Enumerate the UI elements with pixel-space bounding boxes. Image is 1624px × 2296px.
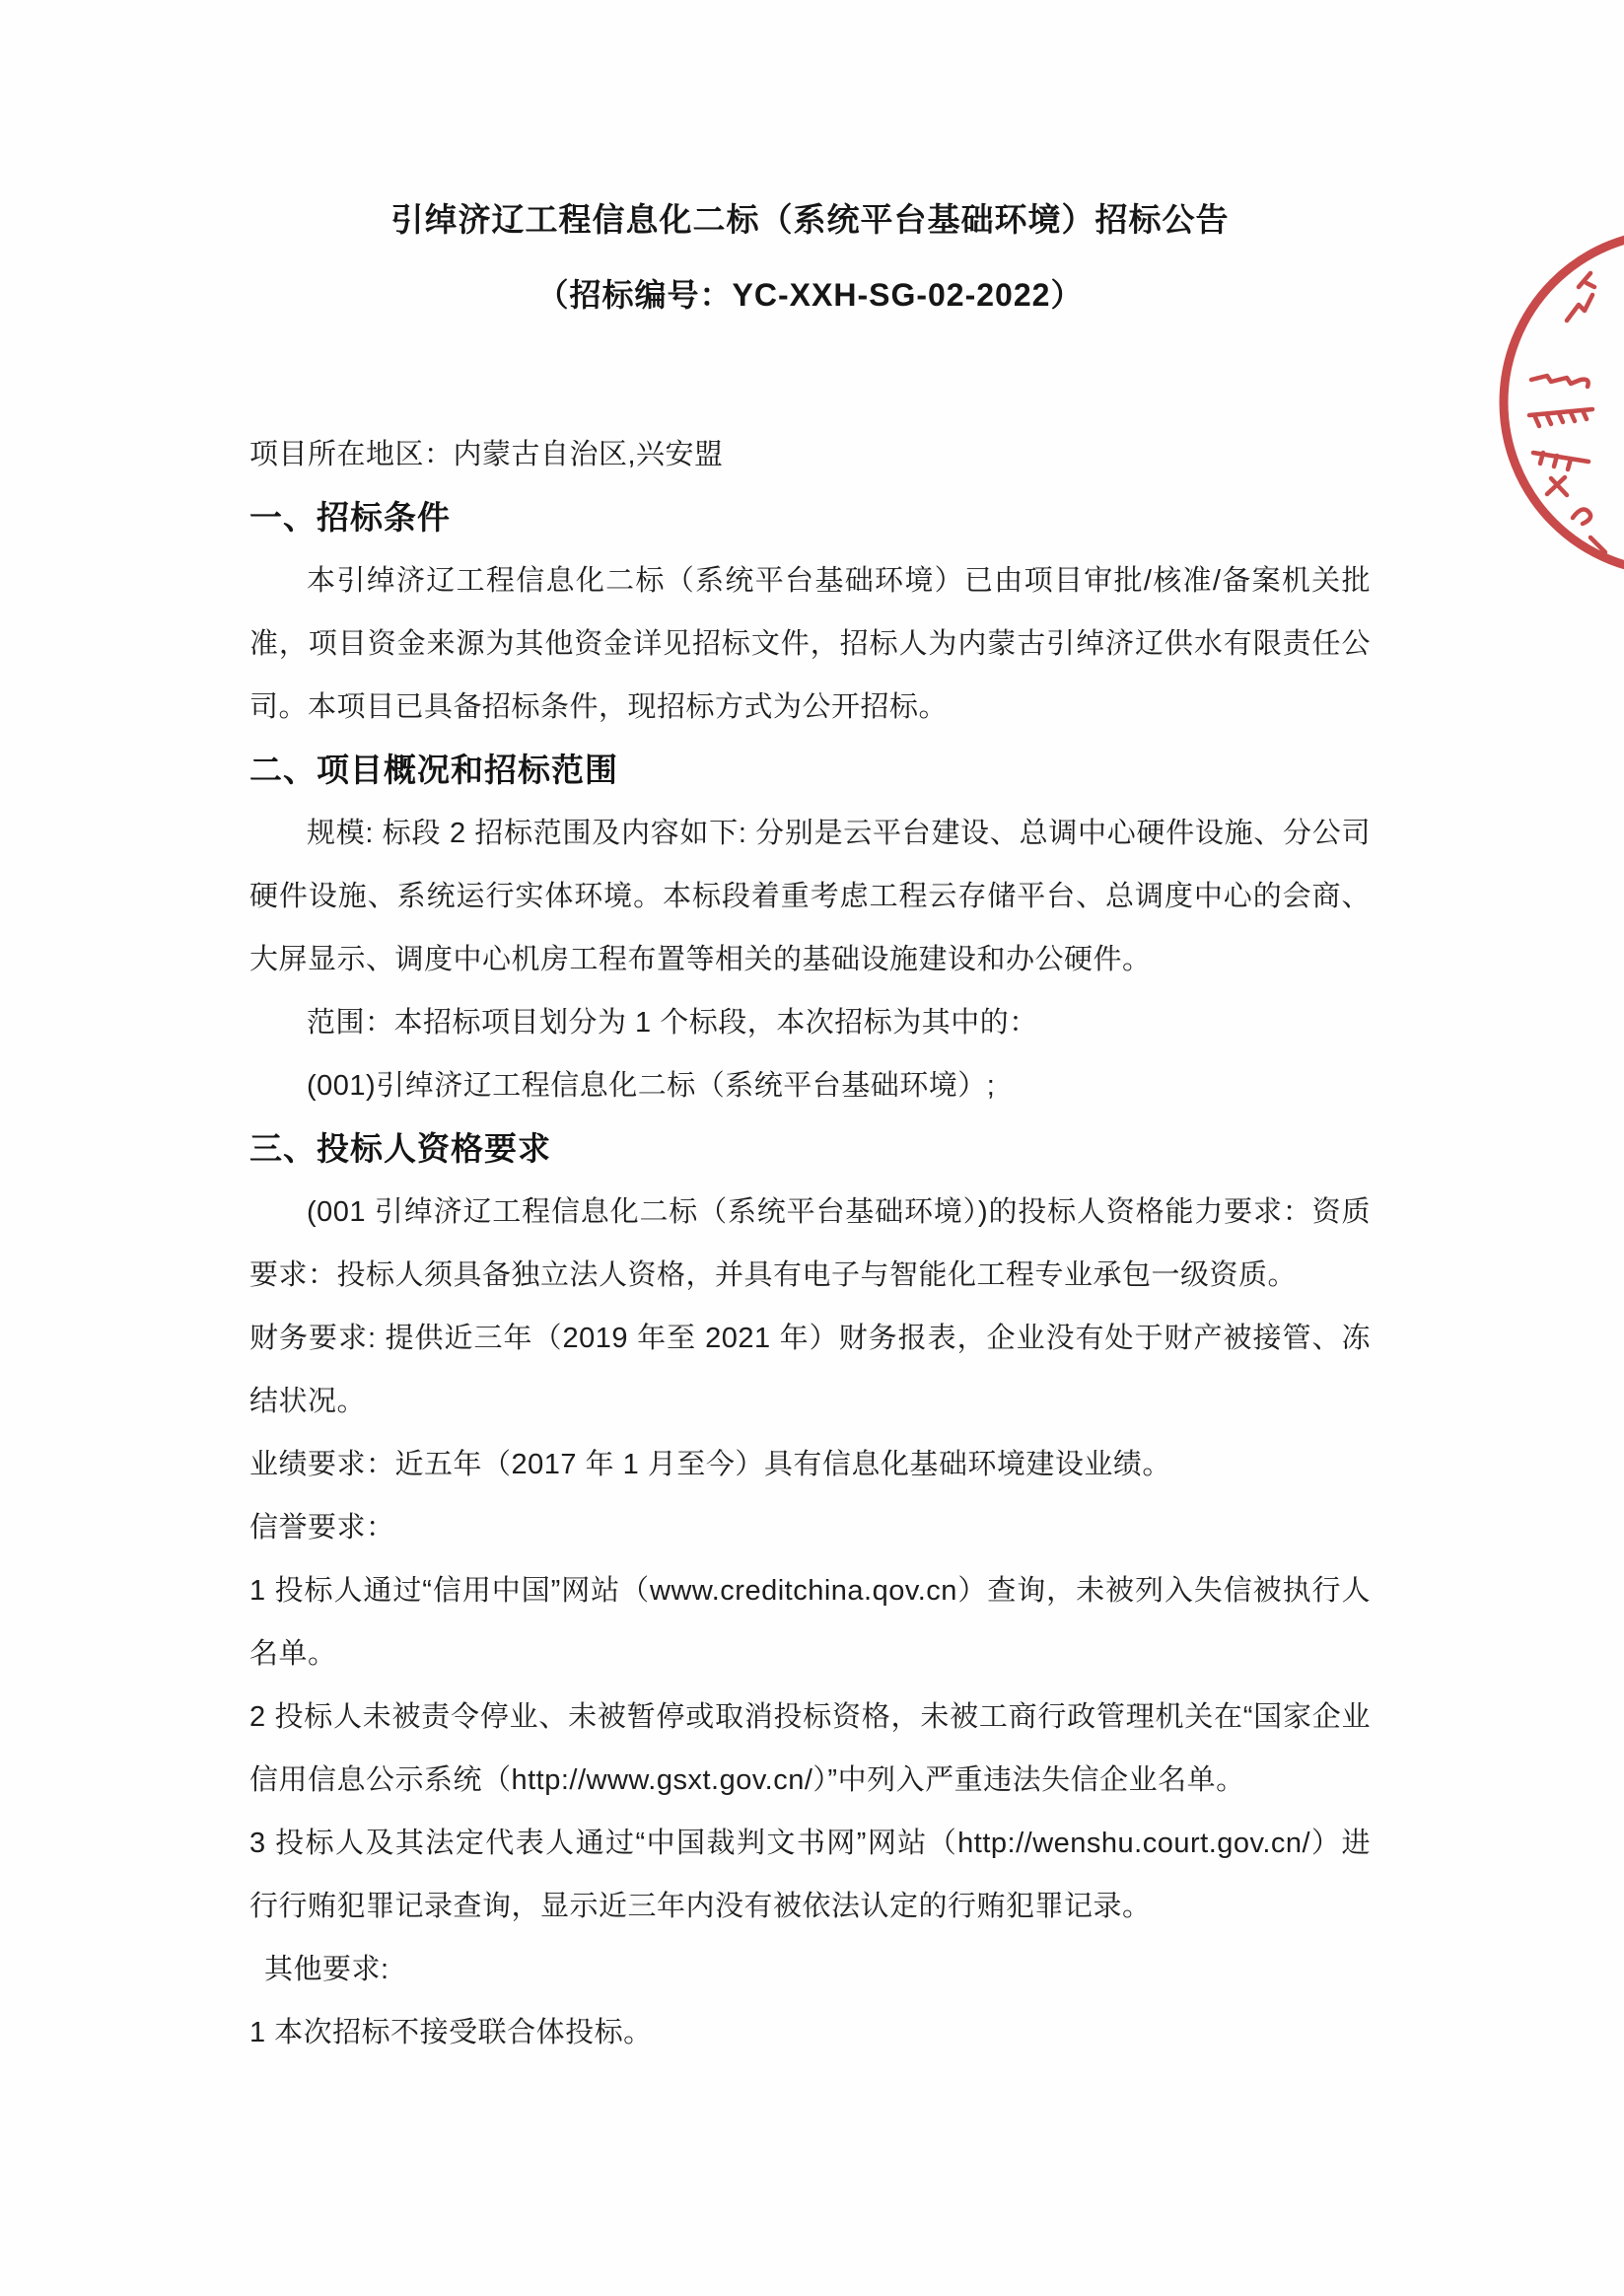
- seal-script-marks: [1529, 273, 1605, 552]
- qualification-requirement: (001 引绰济辽工程信息化二标（系统平台基础环境）)的投标人资格能力要求：资质要求：投标人须具备独立法人资格，并具有电子与智能化工程专业承包一级资质。: [249, 1196, 1371, 1291]
- official-seal-stamp: [1476, 210, 1624, 595]
- document-body: [249, 0, 1371, 2064]
- performance-requirement: 业绩要求：近五年（2017 年 1 月至今）具有信息化基础环境建设业绩。: [249, 1449, 1171, 1480]
- section-1-paragraph: 本引绰济辽工程信息化二标（系统平台基础环境）已由项目审批/核准/备案机关批准，项目资金来源为其他资金详见招标文件，招标人为内蒙古引绰济辽供水有限责任公司。本项目已具备招标条件，现招标方式为公开招标。: [249, 565, 1371, 723]
- document-title: 引绰济辽工程信息化二标（系统平台基础环境）招标公告: [390, 201, 1230, 238]
- project-location: 项目所在地区：内蒙古自治区,兴安盟: [249, 439, 724, 470]
- tender-number: （招标编号：YC-XXH-SG-02-2022）: [536, 277, 1084, 313]
- financial-requirement: 财务要求: 提供近三年（2019 年至 2021 年）财务报表，企业没有处于财产被接管、冻结状况。: [249, 1323, 1371, 1417]
- seal-graphics: [1504, 233, 1624, 572]
- credit-requirement-2: 2 投标人未被责令停业、未被暂停或取消投标资格，未被工商行政管理机关在“国家企业信用信息公示系统（http://www.gsxt.gov.cn/）”中列入严重违法失信企业名单。: [249, 1701, 1371, 1796]
- section-2-lot-001: (001)引绰济辽工程信息化二标（系统平台基础环境）;: [307, 1070, 996, 1102]
- credit-requirement-1: 1 投标人通过“信用中国”网站（www.creditchina.qov.cn）查询，未被列入失信被执行人名单。: [249, 1575, 1371, 1670]
- section-2-heading: 二、项目概况和招标范围: [249, 752, 618, 788]
- section-3-heading: 三、投标人资格要求: [249, 1130, 551, 1167]
- seal-ring: [1504, 233, 1624, 572]
- section-2-scope: 范围：本招标项目划分为 1 个标段，本次招标为其中的：: [307, 1007, 1038, 1039]
- section-2-scale: 规模: 标段 2 招标范围及内容如下: 分别是云平台建设、总调中心硬件设施、分公司硬件设施、系统运行实体环境。本标段着重考虑工程云存储平台、总调度中心的会商、大屏显示、调度中心机房工程布置等相关的基础设施建设和办公硬件。: [249, 818, 1371, 975]
- credit-requirement-label: 信誉要求：: [249, 1512, 395, 1543]
- credit-requirement-3: 3 投标人及其法定代表人通过“中国裁判文书网”网站（http://wenshu.court.gov.cn/）进行行贿犯罪记录查询，显示近三年内没有被依法认定的行贿犯罪记录。: [249, 1828, 1371, 1922]
- section-1-heading: 一、招标条件: [249, 499, 451, 536]
- other-requirements-label: 其他要求:: [264, 1954, 389, 1985]
- other-requirement-1: 1 本次招标不接受联合体投标。: [249, 2017, 653, 2048]
